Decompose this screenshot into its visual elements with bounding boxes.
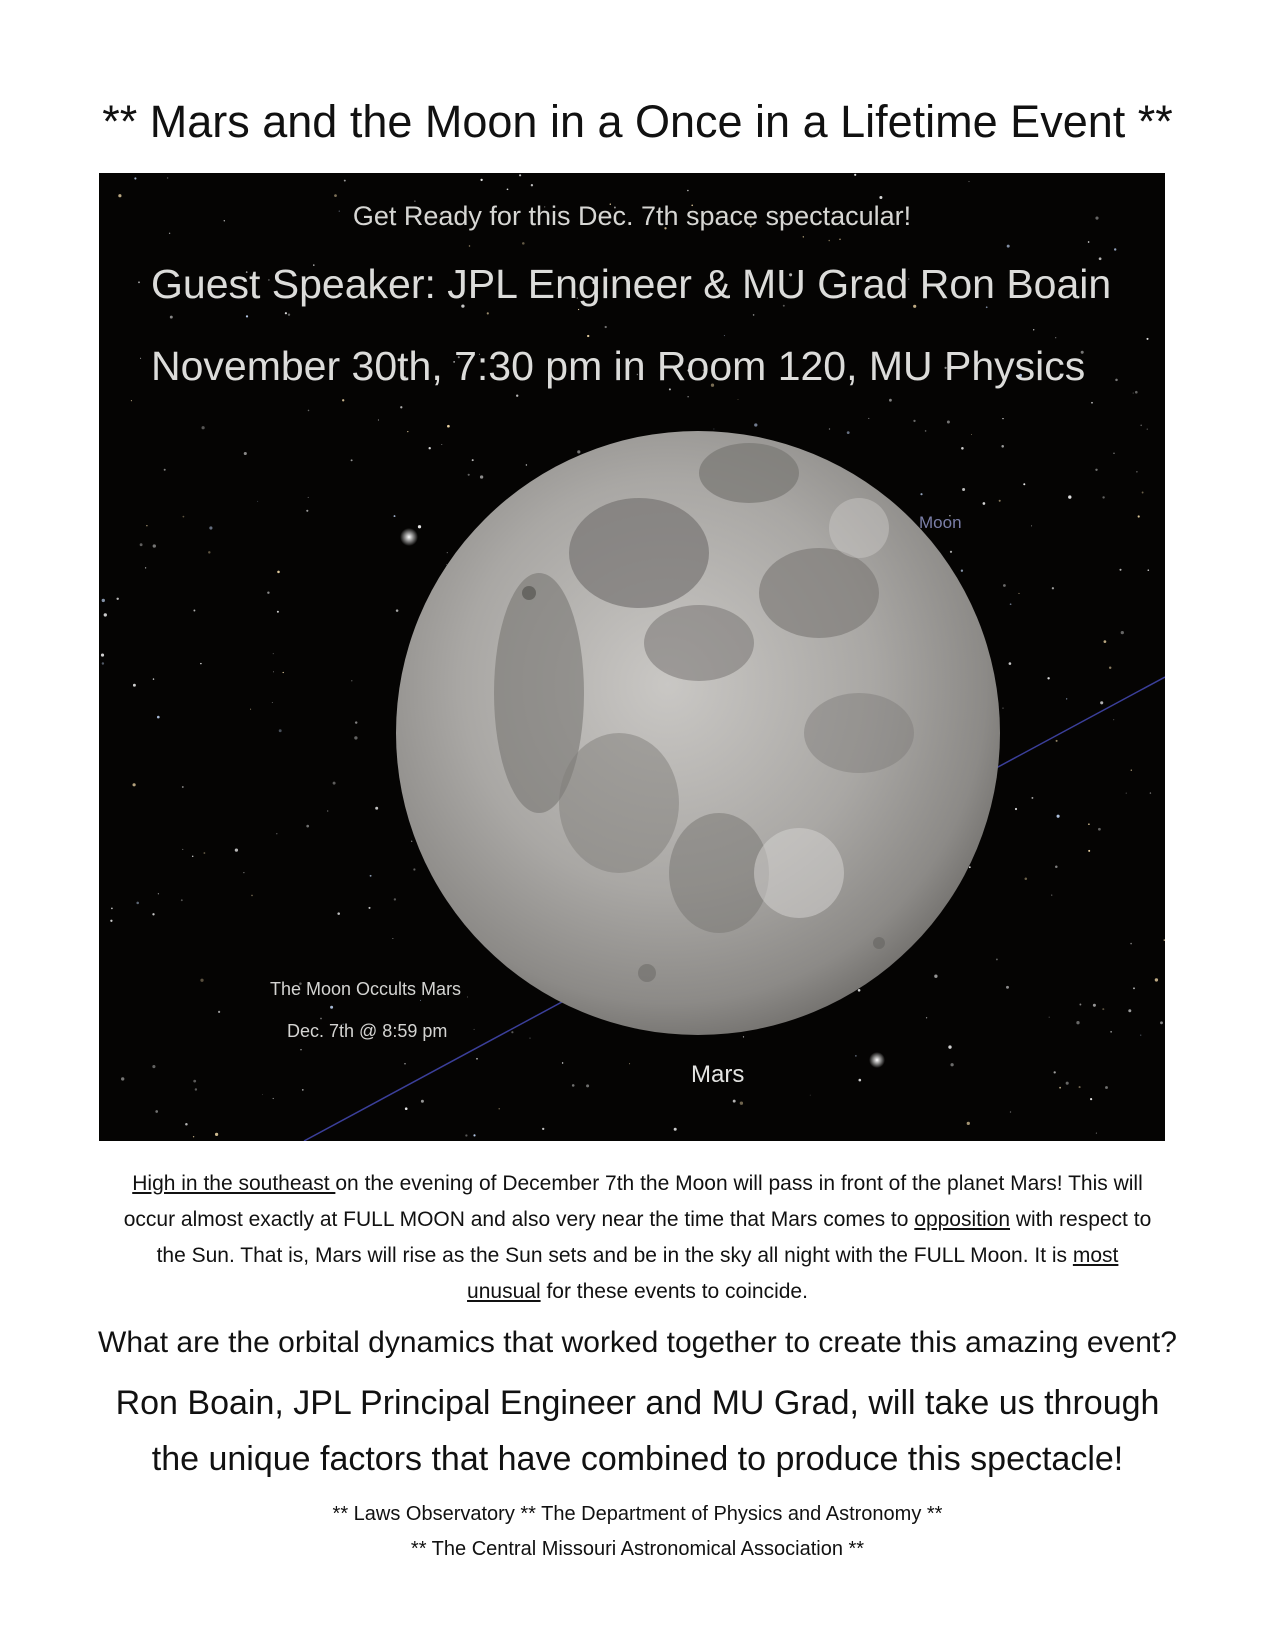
speaker-description (0, 1375, 1275, 1487)
occultation-time: Dec. 7th @ 8:59 pm (287, 1021, 448, 1041)
star (152, 913, 154, 915)
star (337, 912, 340, 915)
star (306, 825, 309, 828)
star (407, 431, 408, 432)
star (273, 671, 274, 672)
star (962, 488, 965, 491)
star (1002, 418, 1003, 419)
star (499, 1108, 500, 1109)
star (476, 1058, 478, 1060)
star (421, 1100, 424, 1103)
star (854, 174, 856, 176)
star (1031, 797, 1033, 799)
star (983, 502, 986, 505)
star (140, 358, 141, 359)
star (243, 872, 244, 873)
star (1130, 943, 1132, 945)
star (996, 958, 998, 960)
star (507, 188, 509, 190)
star (320, 1018, 322, 1020)
star (167, 177, 168, 178)
star (1010, 1111, 1011, 1112)
bright-star (869, 1052, 885, 1068)
star (1114, 248, 1116, 250)
underlined-phrase: most unusual (467, 1244, 1119, 1303)
star (1140, 1035, 1141, 1036)
star (1018, 593, 1019, 594)
star (468, 474, 470, 476)
star (1055, 865, 1058, 868)
star (724, 335, 725, 336)
star (250, 709, 251, 710)
star (121, 1077, 124, 1080)
star (1088, 823, 1090, 825)
star (1119, 569, 1121, 571)
footer-line-1: ** Laws Observatory ** The Department of Physics and Astronomy ** (332, 1503, 943, 1525)
star (392, 938, 393, 939)
star (969, 866, 971, 868)
star (203, 852, 205, 854)
star (351, 459, 353, 461)
star (687, 396, 688, 397)
star (847, 431, 850, 434)
star (102, 599, 105, 602)
star (839, 239, 841, 241)
star (828, 240, 830, 242)
star (133, 783, 136, 786)
star (1136, 471, 1138, 473)
underlined-phrase: opposition (914, 1208, 1011, 1231)
star (1006, 986, 1009, 989)
star (1001, 445, 1004, 448)
star (145, 567, 146, 568)
star (1049, 1017, 1050, 1018)
star (934, 975, 937, 978)
star (1102, 496, 1104, 498)
star (1102, 1008, 1104, 1010)
footer (0, 1497, 1275, 1567)
star (1015, 808, 1017, 810)
star (251, 895, 253, 897)
star (1079, 1004, 1081, 1006)
star (562, 1062, 563, 1063)
star (1007, 245, 1010, 248)
star (810, 1095, 811, 1096)
star (516, 395, 518, 397)
star (182, 786, 184, 788)
star (285, 312, 287, 314)
star (101, 654, 104, 657)
star (1090, 1098, 1092, 1100)
star (1128, 1009, 1131, 1012)
star (879, 196, 882, 199)
star (1054, 1071, 1056, 1073)
star (971, 434, 972, 435)
star (116, 598, 118, 600)
star (1133, 393, 1134, 394)
star (522, 242, 525, 245)
star (511, 1031, 513, 1033)
footer-line-2: ** The Central Missouri Astronomical Association ** (410, 1538, 865, 1560)
star (342, 399, 344, 401)
star (465, 1134, 467, 1136)
sky-graphic (99, 173, 1165, 1141)
star (157, 716, 160, 719)
date-heading: November 30th, 7:30 pm in Room 120, MU Physics (151, 343, 1086, 389)
star (999, 500, 1001, 502)
star (829, 428, 830, 429)
star (152, 1065, 155, 1068)
star (104, 613, 107, 616)
star (185, 1123, 188, 1126)
star (605, 326, 607, 328)
star (420, 1000, 421, 1001)
star (1147, 429, 1148, 430)
star (1088, 241, 1090, 243)
star (472, 459, 474, 461)
star (131, 400, 132, 401)
star (1052, 587, 1054, 589)
star (950, 1063, 953, 1066)
star (200, 663, 201, 664)
bright-star (400, 528, 418, 546)
star (277, 571, 280, 574)
star (1066, 1082, 1069, 1085)
star (404, 1063, 405, 1064)
star (288, 314, 290, 316)
star (889, 399, 892, 402)
moon-label: Moon (919, 513, 962, 532)
paragraph-text: for these events to coincide. (540, 1280, 808, 1303)
star (1150, 792, 1151, 793)
star (1055, 337, 1056, 338)
star (441, 444, 442, 445)
star (153, 544, 156, 547)
star (351, 680, 352, 681)
star (110, 920, 112, 922)
star (1140, 425, 1142, 427)
star (354, 736, 357, 739)
star (134, 177, 136, 179)
star (733, 1100, 736, 1103)
star (1100, 701, 1103, 704)
star (447, 552, 448, 553)
star (1138, 515, 1140, 517)
star (531, 184, 533, 186)
star (480, 179, 482, 181)
star (102, 662, 104, 664)
star (182, 849, 183, 850)
speaker-heading: Guest Speaker: JPL Engineer & MU Grad Ron Boain (151, 261, 1112, 307)
star (577, 450, 580, 453)
star (411, 841, 412, 842)
star (1146, 338, 1148, 340)
star (587, 335, 589, 337)
star (181, 899, 183, 901)
star (1131, 770, 1132, 771)
mars-label: Mars (691, 1061, 745, 1088)
star (1109, 667, 1111, 669)
star (133, 684, 136, 687)
occultation-label: The Moon Occults Mars (270, 979, 462, 999)
star (925, 430, 927, 432)
star (272, 702, 273, 703)
star (273, 653, 274, 654)
star (855, 1055, 856, 1056)
star (1113, 453, 1114, 454)
star (858, 989, 861, 992)
star (308, 497, 309, 498)
star (920, 493, 922, 495)
star (950, 551, 952, 553)
star (1091, 402, 1093, 404)
star (429, 447, 431, 449)
star (396, 609, 399, 612)
star (740, 1102, 743, 1105)
star (1133, 987, 1135, 989)
star (400, 406, 402, 408)
star (1113, 719, 1114, 720)
star (235, 848, 238, 851)
star (192, 856, 193, 857)
star (200, 979, 203, 982)
star (183, 516, 185, 518)
star (1025, 878, 1028, 881)
star (868, 418, 869, 419)
star (193, 1136, 194, 1137)
star (947, 421, 950, 424)
star (215, 1133, 218, 1136)
star (1096, 1133, 1097, 1134)
star (572, 1084, 575, 1087)
star (961, 447, 964, 450)
description-paragraph (120, 1166, 1155, 1310)
star (195, 1088, 197, 1090)
star (378, 419, 379, 420)
star (753, 314, 755, 316)
moon (396, 431, 1000, 1035)
star (394, 515, 396, 517)
star (333, 782, 336, 785)
star (1099, 257, 1102, 260)
star (1160, 1021, 1163, 1024)
star (111, 908, 113, 910)
star (146, 525, 147, 526)
star (202, 426, 205, 429)
star (1164, 939, 1165, 940)
star (193, 610, 195, 612)
star (1155, 978, 1158, 981)
star (158, 893, 159, 894)
star (754, 423, 757, 426)
star (370, 875, 372, 877)
star (578, 309, 579, 310)
star (375, 807, 378, 810)
star (138, 281, 140, 283)
paragraph-text: on the evening of December 7th the Moon will pass in front of the planet Mars! This will occur almost exactly at FULL MOON and also very near the time that Mars comes to (123, 1172, 1143, 1231)
star (277, 611, 279, 613)
question-line: What are the orbital dynamics that worked together to create this amazing event? (98, 1326, 1177, 1359)
star (209, 526, 212, 529)
star (1031, 525, 1032, 526)
star (629, 1063, 630, 1064)
star (1142, 492, 1144, 494)
star (136, 902, 139, 905)
star (368, 907, 370, 909)
star (1105, 1086, 1108, 1089)
star (1135, 391, 1138, 394)
star (743, 1036, 744, 1037)
star (542, 1128, 544, 1130)
star (308, 410, 310, 412)
star (170, 316, 173, 319)
star (713, 429, 714, 430)
star (300, 1049, 302, 1051)
star (418, 525, 421, 528)
star (155, 1110, 158, 1113)
star (262, 1094, 263, 1095)
star (164, 469, 166, 471)
star (267, 591, 269, 593)
star (967, 1122, 970, 1125)
star (394, 898, 396, 900)
star (118, 194, 121, 197)
star (244, 452, 247, 455)
star (1057, 815, 1060, 818)
paragraph-text: with respect to the Sun. That is, Mars will rise as the Sun sets and be in the sky all night with the FULL Moon. It is (156, 1208, 1152, 1267)
star (334, 194, 337, 197)
star (1003, 584, 1006, 587)
star (674, 1128, 677, 1131)
star (961, 570, 963, 572)
star (218, 1011, 220, 1013)
star (306, 510, 308, 512)
star (1076, 1021, 1079, 1024)
star (480, 475, 483, 478)
star (738, 399, 739, 400)
star (487, 312, 489, 314)
star (1059, 1087, 1061, 1089)
star (1093, 1004, 1096, 1007)
star (467, 997, 468, 998)
star (1126, 793, 1127, 794)
star (1147, 569, 1149, 571)
star (169, 233, 170, 234)
star (469, 245, 470, 246)
star (1010, 603, 1012, 605)
event-image (99, 173, 1165, 1141)
star (859, 1079, 862, 1082)
star (413, 868, 415, 870)
star (913, 420, 915, 422)
star (257, 501, 258, 502)
star (530, 1038, 531, 1039)
star (1088, 850, 1090, 852)
star (327, 810, 328, 811)
star (193, 1080, 196, 1083)
star (208, 551, 210, 553)
star (687, 190, 689, 192)
star (926, 1017, 927, 1018)
star (446, 564, 447, 565)
star (1033, 329, 1034, 330)
star (1003, 708, 1004, 709)
star (1115, 379, 1118, 382)
underlined-phrase: High in the southeast (132, 1172, 336, 1195)
star (447, 425, 450, 428)
star (273, 1098, 274, 1099)
star (344, 180, 346, 182)
star (405, 1107, 408, 1110)
star (355, 721, 357, 723)
star (276, 833, 277, 834)
star (330, 1006, 333, 1009)
star (1104, 640, 1107, 643)
star (968, 181, 969, 182)
tagline: Get Ready for this Dec. 7th space spectacular! (352, 201, 912, 231)
star (1110, 1031, 1111, 1032)
star (1098, 828, 1101, 831)
star (1079, 1086, 1081, 1088)
speaker-line-1: Ron Boain, JPL Principal Engineer and MU Grad, will take us through (115, 1384, 1160, 1422)
star (526, 464, 527, 465)
star (1121, 631, 1124, 634)
star (246, 315, 248, 317)
star (153, 678, 154, 679)
star (586, 1084, 589, 1087)
star (1095, 469, 1097, 471)
star (519, 174, 521, 176)
star (474, 1029, 475, 1030)
star (1051, 895, 1052, 896)
star (803, 236, 804, 237)
star (283, 672, 284, 673)
star (1066, 698, 1067, 699)
star (140, 543, 143, 546)
page-title: ** Mars and the Moon in a Once in a Lifetime Event ** (102, 96, 1173, 147)
star (1009, 662, 1012, 665)
star (1068, 495, 1071, 498)
speaker-line-2: the unique factors that have combined to produce this spectacle! (151, 1440, 1124, 1478)
star (1047, 677, 1049, 679)
star (302, 1089, 304, 1091)
star (1023, 483, 1025, 485)
star (1056, 740, 1058, 742)
star (279, 729, 282, 732)
star (473, 1134, 475, 1136)
star (948, 1045, 951, 1048)
